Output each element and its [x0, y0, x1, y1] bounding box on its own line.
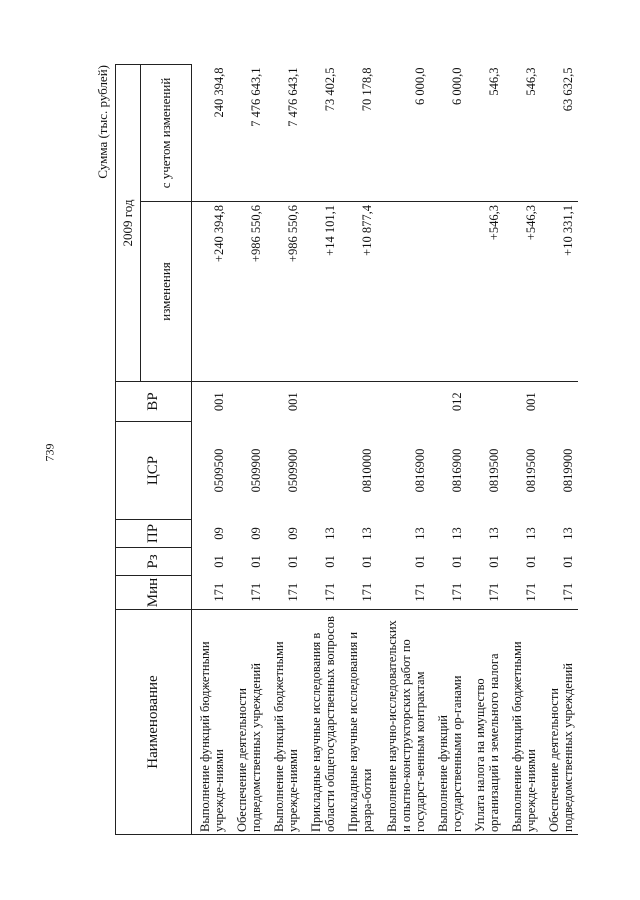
- row-total: 63 632,5: [541, 65, 578, 202]
- row-total: 7 476 643,1: [266, 65, 303, 202]
- table-header: [116, 65, 192, 835]
- row-change: [377, 202, 430, 382]
- row-csr: 0819500: [487, 448, 501, 493]
- row-vr: [377, 382, 430, 422]
- row-change: +10 331,1: [541, 202, 578, 382]
- header-csr: ЦСР: [116, 422, 192, 520]
- row-pr: 13: [323, 527, 337, 540]
- row-pr: 09: [286, 527, 300, 540]
- row-vr: [229, 382, 266, 422]
- row-change: +546,3: [467, 202, 504, 382]
- header-name: Наименование: [116, 610, 192, 835]
- row-vr: [340, 382, 377, 422]
- row-rz: 01: [249, 555, 263, 568]
- row-rz: 01: [360, 555, 374, 568]
- row-change: +986 550,6: [266, 202, 303, 382]
- row-vr: 001: [286, 392, 300, 412]
- row-rz: 01: [450, 555, 464, 568]
- row-min: 171: [377, 576, 430, 610]
- row-change: [430, 202, 467, 382]
- row-vr: [467, 382, 504, 422]
- header-with-changes: с учетом изменений: [141, 65, 192, 202]
- table-row: [340, 65, 377, 835]
- row-change: +10 877,4: [340, 202, 377, 382]
- row-min: 171: [504, 576, 541, 610]
- budget-table: [115, 64, 578, 835]
- row-min: 171: [229, 576, 266, 610]
- row-pr: 13: [524, 527, 538, 540]
- row-vr: 001: [524, 392, 538, 412]
- header-changes: изменения: [141, 202, 192, 382]
- row-change: +986 550,6: [229, 202, 266, 382]
- table-row: [430, 65, 467, 835]
- row-rz: 01: [413, 555, 427, 568]
- header-vr: ВР: [116, 382, 192, 422]
- row-vr: 012: [450, 392, 464, 412]
- row-pr: 13: [561, 527, 575, 540]
- row-min: 171: [192, 576, 230, 610]
- row-name: Обеспечение деятельности подведомственных учреждений: [229, 610, 266, 835]
- row-csr: 0509900: [286, 448, 300, 493]
- row-rz: 01: [487, 555, 501, 568]
- row-csr: 0819900: [561, 448, 575, 493]
- row-vr: 001: [212, 392, 226, 412]
- row-total: 6 000,0: [430, 65, 467, 202]
- row-pr: 09: [249, 527, 263, 540]
- header-year: 2009 год: [116, 65, 141, 382]
- row-min: 171: [430, 576, 467, 610]
- table-body: [192, 65, 579, 835]
- header-rz: Рз: [116, 548, 192, 576]
- row-total: 546,3: [467, 65, 504, 202]
- table-row: [229, 65, 266, 835]
- header-min: Мин: [116, 576, 192, 610]
- row-total: 7 476 643,1: [229, 65, 266, 202]
- row-pr: 09: [212, 527, 226, 540]
- row-total: 546,3: [504, 65, 541, 202]
- row-total: 73 402,5: [303, 65, 340, 202]
- row-pr: 13: [360, 527, 374, 540]
- row-min: 171: [340, 576, 377, 610]
- row-rz: 01: [323, 555, 337, 568]
- row-change: +546,3: [504, 202, 541, 382]
- table-row: [303, 65, 340, 835]
- row-pr: 13: [413, 527, 427, 540]
- row-name: Выполнение научно-исследовательских и опытно-конструкторских работ по государст-венным контрактам: [377, 610, 430, 835]
- row-pr: 13: [450, 527, 464, 540]
- budget-table-sheet: [95, 65, 575, 835]
- row-name: Выполнение функций бюджетными учрежде-ниями: [504, 610, 541, 835]
- row-csr: 0816900: [450, 448, 464, 493]
- row-csr: 0509500: [212, 448, 226, 493]
- row-rz: 01: [286, 555, 300, 568]
- row-csr: [303, 422, 340, 520]
- page-number: 739: [42, 443, 57, 462]
- table-row: [192, 65, 230, 835]
- row-change: +240 394,8: [192, 202, 230, 382]
- row-csr: 0816900: [413, 448, 427, 493]
- row-csr: 0810000: [360, 448, 374, 493]
- row-min: 171: [266, 576, 303, 610]
- row-vr: [303, 382, 340, 422]
- sum-caption: Сумма (тыс. рублей): [95, 65, 110, 179]
- row-change: +14 101,1: [303, 202, 340, 382]
- row-total: 70 178,8: [340, 65, 377, 202]
- row-min: 171: [467, 576, 504, 610]
- row-name: Уплата налога на имущество организаций и земельного налога: [467, 610, 504, 835]
- row-rz: 01: [212, 555, 226, 568]
- row-total: 6 000,0: [377, 65, 430, 202]
- table-row: [467, 65, 504, 835]
- table-row: [504, 65, 541, 835]
- row-name: Прикладные научные исследования и разра-ботки: [340, 610, 377, 835]
- row-name: Обеспечение деятельности подведомственных учреждений: [541, 610, 578, 835]
- row-rz: 01: [561, 555, 575, 568]
- row-name: Выполнение функций бюджетными учрежде-ниями: [266, 610, 303, 835]
- row-total: 240 394,8: [192, 65, 230, 202]
- table-row: [266, 65, 303, 835]
- row-min: 171: [303, 576, 340, 610]
- table-row: [541, 65, 578, 835]
- header-pr: ПР: [116, 520, 192, 548]
- row-name: Прикладные научные исследования в области общегосударственных вопросов: [303, 610, 340, 835]
- row-rz: 01: [524, 555, 538, 568]
- row-csr: 0509900: [249, 448, 263, 493]
- row-min: 171: [541, 576, 578, 610]
- row-name: Выполнение функций государственными ор-ганами: [430, 610, 467, 835]
- row-name: Выполнение функций бюджетными учрежде-ниями: [192, 610, 230, 835]
- row-csr: 0819500: [524, 448, 538, 493]
- row-pr: 13: [487, 527, 501, 540]
- row-vr: [541, 382, 578, 422]
- table-row: [377, 65, 430, 835]
